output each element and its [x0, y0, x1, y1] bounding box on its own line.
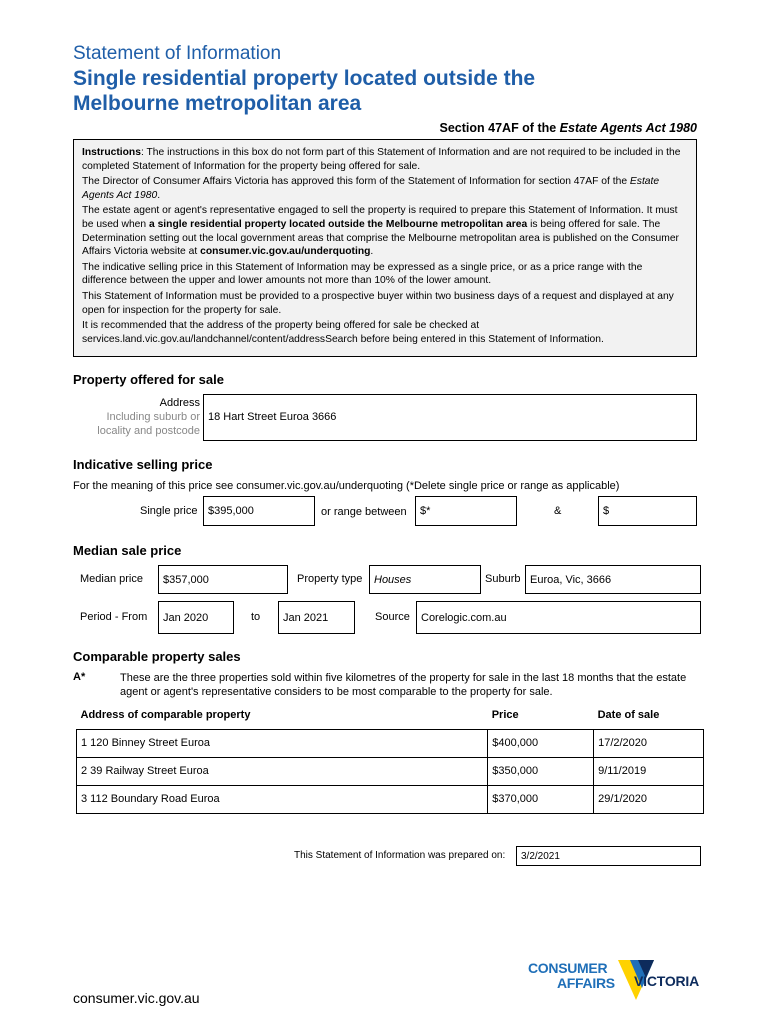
comparable-price-cell[interactable]: $400,000 — [488, 729, 594, 757]
comparable-description: These are the three properties sold within five kilometres of the property for sale in the last 18 months that the estate agent or agent's representative considers to be most comparable to the property for sale. — [120, 672, 687, 698]
comparable-date-cell[interactable]: 29/1/2020 — [594, 785, 704, 813]
table-row — [77, 757, 704, 785]
comparable-address-cell[interactable]: 3 112 Boundary Road Euroa — [77, 785, 488, 813]
instructions-p3-end: . — [370, 246, 374, 258]
instructions-p1 — [82, 146, 688, 173]
source-label: Source — [375, 611, 410, 623]
indicative-note: For the meaning of this price see consumer.vic.gov.au/underquoting (*Delete single price or range as applicable) — [73, 480, 620, 492]
form-name: Statement of Information — [73, 43, 282, 64]
table-row — [77, 729, 704, 757]
prepared-date-value: 3/2/2021 — [521, 850, 560, 862]
instructions-p3-text: The estate agent or agent's representative engaged to sell the property is required to prepare this Statement of Information. It must be used when — [82, 205, 678, 230]
indicative-heading: Indicative selling price — [73, 457, 213, 472]
address-field[interactable] — [203, 394, 697, 441]
range-ampersand: & — [554, 505, 562, 517]
median-price-label: Median price — [80, 573, 143, 585]
address-label-line1: Address — [159, 397, 200, 409]
property-type-field[interactable] — [369, 565, 481, 594]
address-label-line2: Including suburb or — [106, 411, 200, 423]
consumer-affairs-victoria-logo — [528, 958, 703, 1008]
property-heading: Property offered for sale — [73, 372, 224, 387]
median-heading: Median sale price — [73, 543, 182, 558]
property-type-label: Property type — [297, 573, 363, 585]
underquoting-link[interactable]: consumer.vic.gov.au/underquoting — [200, 246, 371, 258]
instructions-p2-end: . — [157, 189, 161, 201]
logo-consumer-text: CONSUMER — [528, 960, 608, 976]
comparable-date-cell[interactable]: 17/2/2020 — [594, 729, 704, 757]
instructions-box — [73, 139, 697, 357]
suburb-value: Euroa, Vic, 3666 — [530, 573, 612, 586]
instructions-p3-bold: a single residential property located outside the Melbourne metropolitan area — [148, 218, 528, 230]
range-high-field[interactable] — [598, 496, 697, 526]
range-high-value: $ — [603, 505, 610, 517]
comparable-price-cell[interactable]: $350,000 — [488, 757, 594, 785]
instructions-label: Instructions — [82, 147, 141, 158]
property-type-value: Houses — [374, 573, 412, 586]
instructions-p1-text: : The instructions in this box do not form part of this Statement of Information and are not required to be included in the completed Statement of Information for the property being offered for sale. — [82, 147, 681, 172]
comparable-table — [76, 701, 704, 814]
col-price-header: Price — [491, 708, 519, 721]
comparable-heading: Comparable property sales — [73, 649, 241, 664]
table-row — [77, 785, 704, 813]
page-title-line1: Single residential property located outside the — [73, 67, 536, 90]
median-price-field[interactable] — [158, 565, 288, 594]
address-label — [80, 396, 200, 438]
suburb-label: Suburb — [485, 573, 521, 585]
page-title-line2: Melbourne metropolitan area — [73, 92, 362, 115]
col-date-header: Date of sale — [597, 708, 660, 721]
single-price-field[interactable] — [203, 496, 315, 526]
instructions-p6: It is recommended that the address of the property being offered for sale be checked at services.land.vic.gov.au/landchannel/content/addressSearch before being entered in this Statement of Information. — [82, 320, 604, 345]
col-address-header: Address of comparable property — [80, 708, 251, 721]
comparable-address-cell[interactable]: 2 39 Railway Street Euroa — [77, 757, 488, 785]
instructions-p2 — [82, 175, 688, 202]
period-from-value: Jan 2020 — [163, 611, 209, 624]
instructions-p3-mid: is being offered for sale. The Determination setting out the local government areas that comprise the Melbourne metropolitan area is published on the Consumer Affairs Victoria website at — [82, 218, 679, 258]
section-act: Estate Agents Act 1980 — [559, 121, 697, 135]
period-from-field[interactable] — [158, 601, 234, 634]
section-reference — [440, 121, 697, 135]
instructions-p2-act: Estate Agents Act 1980 — [82, 176, 660, 201]
comparable-date-cell[interactable]: 9/11/2019 — [594, 757, 704, 785]
period-to-label: to — [251, 611, 261, 623]
logo-victoria-text: VICTORIA — [634, 973, 700, 989]
logo-affairs-text: AFFAIRS — [557, 975, 615, 991]
instructions-p4: The indicative selling price in this Statement of Information may be expressed as a single price, or as a price range with the difference between the upper and lower amounts not more than 10% of the lower amount. — [82, 261, 643, 287]
period-to-value: Jan 2021 — [283, 611, 329, 624]
address-value: 18 Hart Street Euroa 3666 — [208, 411, 337, 423]
address-label-line3: locality and postcode — [97, 425, 200, 437]
instructions-p3 — [82, 204, 688, 258]
median-price-value: $357,000 — [163, 573, 209, 586]
comparable-marker: A* — [73, 671, 86, 683]
suburb-field[interactable] — [525, 565, 701, 594]
period-to-field[interactable] — [278, 601, 355, 634]
source-field[interactable] — [416, 601, 701, 634]
comparable-price-cell[interactable]: $370,000 — [488, 785, 594, 813]
comparable-address-cell[interactable]: 1 120 Binney Street Euroa — [77, 729, 488, 757]
prepared-date-field[interactable] — [516, 846, 701, 866]
single-price-value: $395,000 — [208, 505, 254, 517]
comparable-header-row — [77, 701, 704, 729]
section-prefix: Section 47AF of the — [439, 121, 560, 135]
range-low-value: $* — [420, 505, 431, 517]
page-title — [73, 66, 535, 116]
period-from-label: Period - From — [80, 611, 148, 623]
single-price-label: Single price — [140, 505, 198, 517]
range-low-field[interactable] — [415, 496, 517, 526]
footer-url[interactable]: consumer.vic.gov.au — [73, 990, 200, 1006]
range-label: or range between — [321, 506, 407, 518]
source-value: Corelogic.com.au — [421, 611, 507, 624]
instructions-p2-text: The Director of Consumer Affairs Victoria has approved this form of the Statement of Information for section 47AF of the — [82, 176, 630, 188]
prepared-label: This Statement of Information was prepared on: — [294, 850, 506, 861]
instructions-p5: This Statement of Information must be provided to a prospective buyer within two business days of a request and displayed at any open for inspection for the property for sale. — [82, 290, 674, 316]
